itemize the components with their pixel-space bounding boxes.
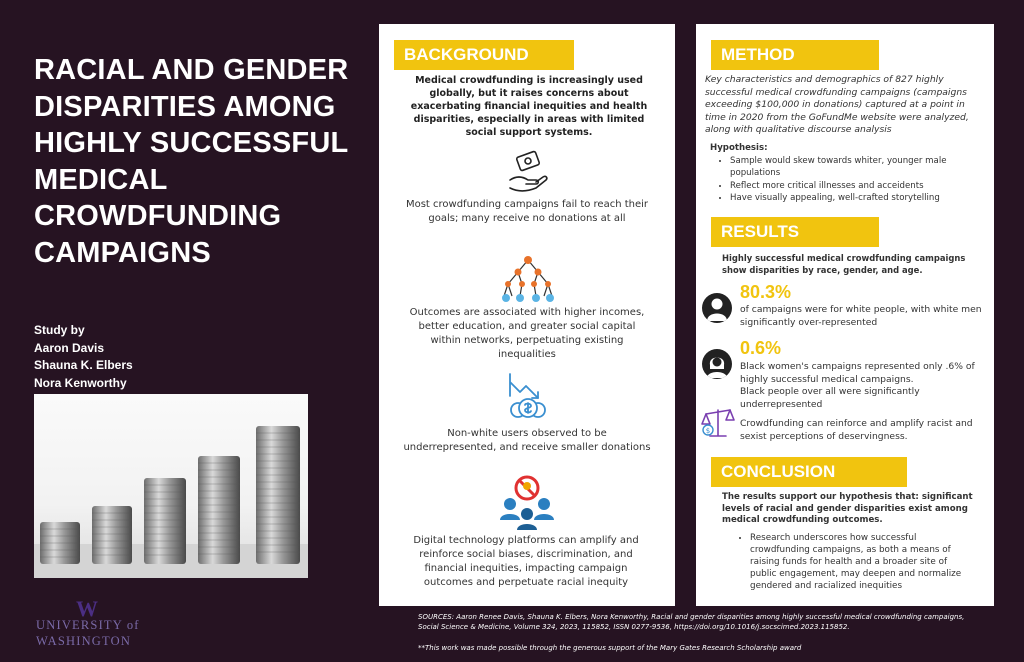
background-point-text: Digital technology platforms can amplify and reinforce social biases, discrimination, and financial inequities, impacting campaign outcomes and perpetuate racial inequity: [413, 535, 639, 588]
stat-black-women-text: [740, 361, 985, 411]
white-person-avatar-icon: [702, 293, 732, 323]
coin-stacks-illustration: [34, 394, 308, 578]
uw-name-line1: UNIVERSITY of: [36, 618, 140, 632]
uw-name-line2: WASHINGTON: [36, 634, 132, 648]
uw-w-logo: W: [76, 596, 98, 621]
network-icon: [500, 252, 556, 304]
authors-block: [34, 322, 133, 392]
coin-stacks-photo: [34, 394, 308, 578]
conclusion-bullet: • Research underscores how successful crowdfunding campaigns, as both a means of raising funds for health and a broader site of public engagement, may deepen and normalize gendered and racialized inequities: [750, 532, 976, 592]
unequal-scale-icon: [700, 404, 736, 440]
results-point-text: Crowdfunding can reinforce and amplify racist and sexist perceptions of deservingness.: [740, 418, 973, 442]
stat-black-women-line: Black women's campaigns represented only .6% of highly successful medical campaigns.: [740, 361, 975, 385]
acknowledgement: **This work was made possible through the generous support of the Mary Gates Research Scholarship award: [418, 644, 802, 652]
sources-citation: SOURCES: Aaron Renee Davis, Shauna K. Elbers, Nora Kenworthy, Racial and gender disparities among highly successful medical crowdfunding campaigns, Social Science & Medicine, Volume 324, 2023, 115852, ISSN 0277-9536, https://doi.org/10.1016/j.socscimed.2023.115852.: [418, 613, 965, 631]
no-discrimination-icon: [498, 474, 556, 530]
svg-text:$: $: [705, 427, 711, 435]
results-intro: Highly successful medical crowdfunding campaigns show disparities by race, gender, and age.: [722, 253, 966, 275]
conclusion-heading: CONCLUSION: [711, 457, 907, 487]
poster-title: RACIAL AND GENDER DISPARITIES AMONG HIGHLY SUCCESSFUL MEDICAL CROWDFUNDING CAMPAIGNS: [34, 54, 349, 269]
declining-coins-icon: [506, 370, 550, 422]
hand-money-icon: [506, 150, 550, 198]
hypothesis-label: Hypothesis:: [710, 143, 768, 153]
conclusion-bullet-list: [736, 532, 976, 592]
hypothesis-item: • Have visually appealing, well-crafted storytelling: [730, 192, 980, 205]
authors-label: Study by: [34, 323, 85, 337]
results-heading: RESULTS: [711, 217, 879, 247]
background-point-text: Non-white users observed to be underrepresented, and receive smaller donations: [403, 428, 651, 453]
author-name: Aaron Davis: [34, 340, 105, 355]
black-woman-avatar-icon: [702, 349, 732, 379]
hypothesis-item: • Reflect more critical illnesses and acceidents: [730, 180, 980, 193]
background-intro: Medical crowdfunding is increasingly used globally, but it raises concerns about exacerbating financial inequities and health disparities, especially in areas with limited social support systems.: [410, 75, 648, 138]
hypothesis-block: [710, 142, 980, 205]
author-name: Nora Kenworthy: [34, 375, 127, 390]
stat-black-people-line: Black people over all were significantly underrepresented: [740, 386, 920, 410]
stat-white-text: of campaigns were for white people, with white men significantly over-represented: [740, 304, 982, 328]
stat-black-women-value: 0.6%: [740, 338, 782, 358]
background-point-text: Outcomes are associated with higher incomes, better education, and greater social capital within networks, perpetuating existing inequalities: [409, 307, 645, 360]
method-heading: METHOD: [711, 40, 879, 70]
background-point-text: Most crowdfunding campaigns fail to reach their goals; many receive no donations at all: [405, 199, 649, 224]
method-text: Key characteristics and demographics of 827 highly successful medical crowdfunding campaigns (campaigns exceeding $100,000 in donations) captured at a point in time in 2020 from the GoFundMe website were analyzed, along with qualitative discourse analysis: [705, 74, 969, 135]
hypothesis-item: • Sample would skew towards whiter, younger male populations: [730, 155, 980, 180]
stat-white-value: 80.3%: [740, 282, 792, 302]
author-name: Shauna K. Elbers: [34, 358, 133, 372]
conclusion-intro: The results support our hypothesis that: significant levels of racial and gender disparities exist among medical crowdfunding outcomes.: [722, 492, 973, 525]
background-heading: BACKGROUND: [394, 40, 574, 70]
